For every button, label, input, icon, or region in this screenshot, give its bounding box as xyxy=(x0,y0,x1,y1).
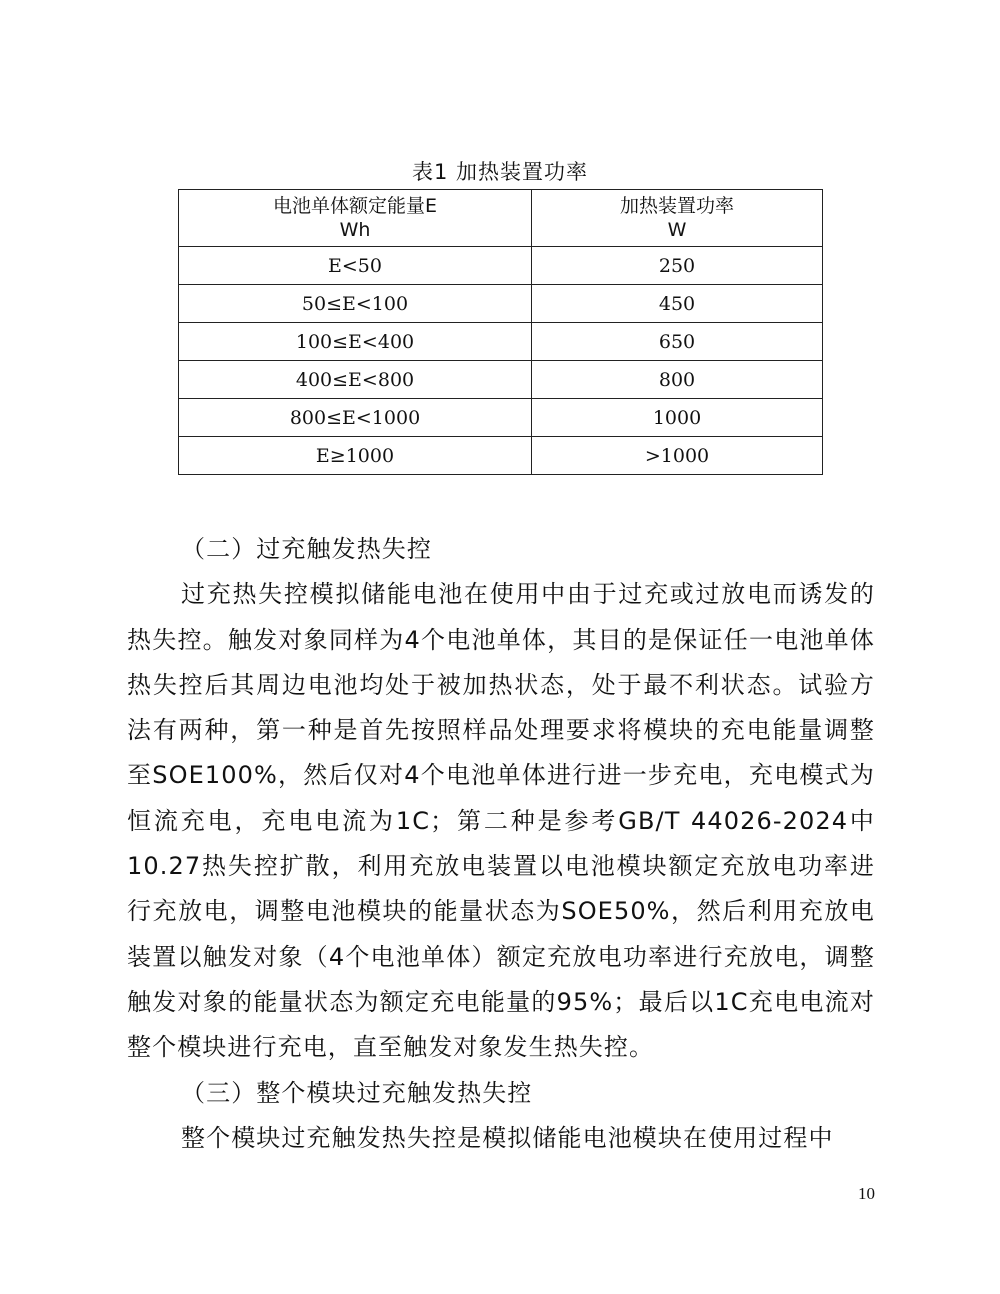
table-row xyxy=(179,247,823,285)
power-cell: 800 xyxy=(532,361,823,399)
table-row xyxy=(179,323,823,361)
header-energy-label: 电池单体额定能量E xyxy=(272,195,437,217)
header-energy xyxy=(179,190,532,247)
table-caption: 表1 加热装置功率 xyxy=(411,160,589,184)
header-power-unit: W xyxy=(667,219,687,241)
power-cell: >1000 xyxy=(532,437,823,475)
energy-cell: E<50 xyxy=(179,247,532,285)
table-row xyxy=(179,285,823,323)
power-cell: 650 xyxy=(532,323,823,361)
section-heading-overcharge: （二）过充触发热失控 xyxy=(181,535,432,563)
header-energy-unit: Wh xyxy=(339,219,371,241)
energy-cell: E≥1000 xyxy=(179,437,532,475)
table-row xyxy=(179,399,823,437)
table-row xyxy=(179,437,823,475)
energy-cell: 400≤E<800 xyxy=(179,361,532,399)
table-header-row xyxy=(179,190,823,247)
section-paragraph-module: 整个模块过充触发热失控是模拟储能电池模块在使用过程中 xyxy=(181,1123,834,1152)
power-cell: 1000 xyxy=(532,399,823,437)
section-paragraph-overcharge: 过充热失控模拟储能电池在使用中由于过充或过放电而诱发的热失控。触发对象同样为4个电池单体，其目的是保证任一电池单体热失控后其周边电池均处于被加热状态，处于最不利状态。试验方法有两种，第一种是首先按照样品处理要求将模块的充电能量调整至SOE100%，然后仅对4个电池单体进行进一步充电，充电模式为恒流充电，充电电流为1C；第二种是参考GB/T 44026-2024中10.27热失控扩散，利用充放电装置以电池模块额定充放电功率进行充放电，调整电池模块的能量状态为SOE50%，然后利用充放电装置以触发对象（4个电池单体）额定充放电功率进行充放电，调整触发对象的能量状态为额定充电能量的95%；最后以1C充电电流对整个模块进行充电，直至触发对象发生热失控。 xyxy=(127,580,875,1062)
header-power-label: 加热装置功率 xyxy=(619,195,734,217)
heating-power-table xyxy=(178,189,823,475)
section-heading-module: （三）整个模块过充触发热失控 xyxy=(181,1078,533,1107)
energy-cell: 100≤E<400 xyxy=(179,323,532,361)
document-body xyxy=(127,527,875,1161)
energy-cell: 50≤E<100 xyxy=(179,285,532,323)
table-row xyxy=(179,361,823,399)
power-cell: 450 xyxy=(532,285,823,323)
header-power xyxy=(532,190,823,247)
page-number: 10 xyxy=(858,1184,875,1203)
energy-cell: 800≤E<1000 xyxy=(179,399,532,437)
power-cell: 250 xyxy=(532,247,823,285)
